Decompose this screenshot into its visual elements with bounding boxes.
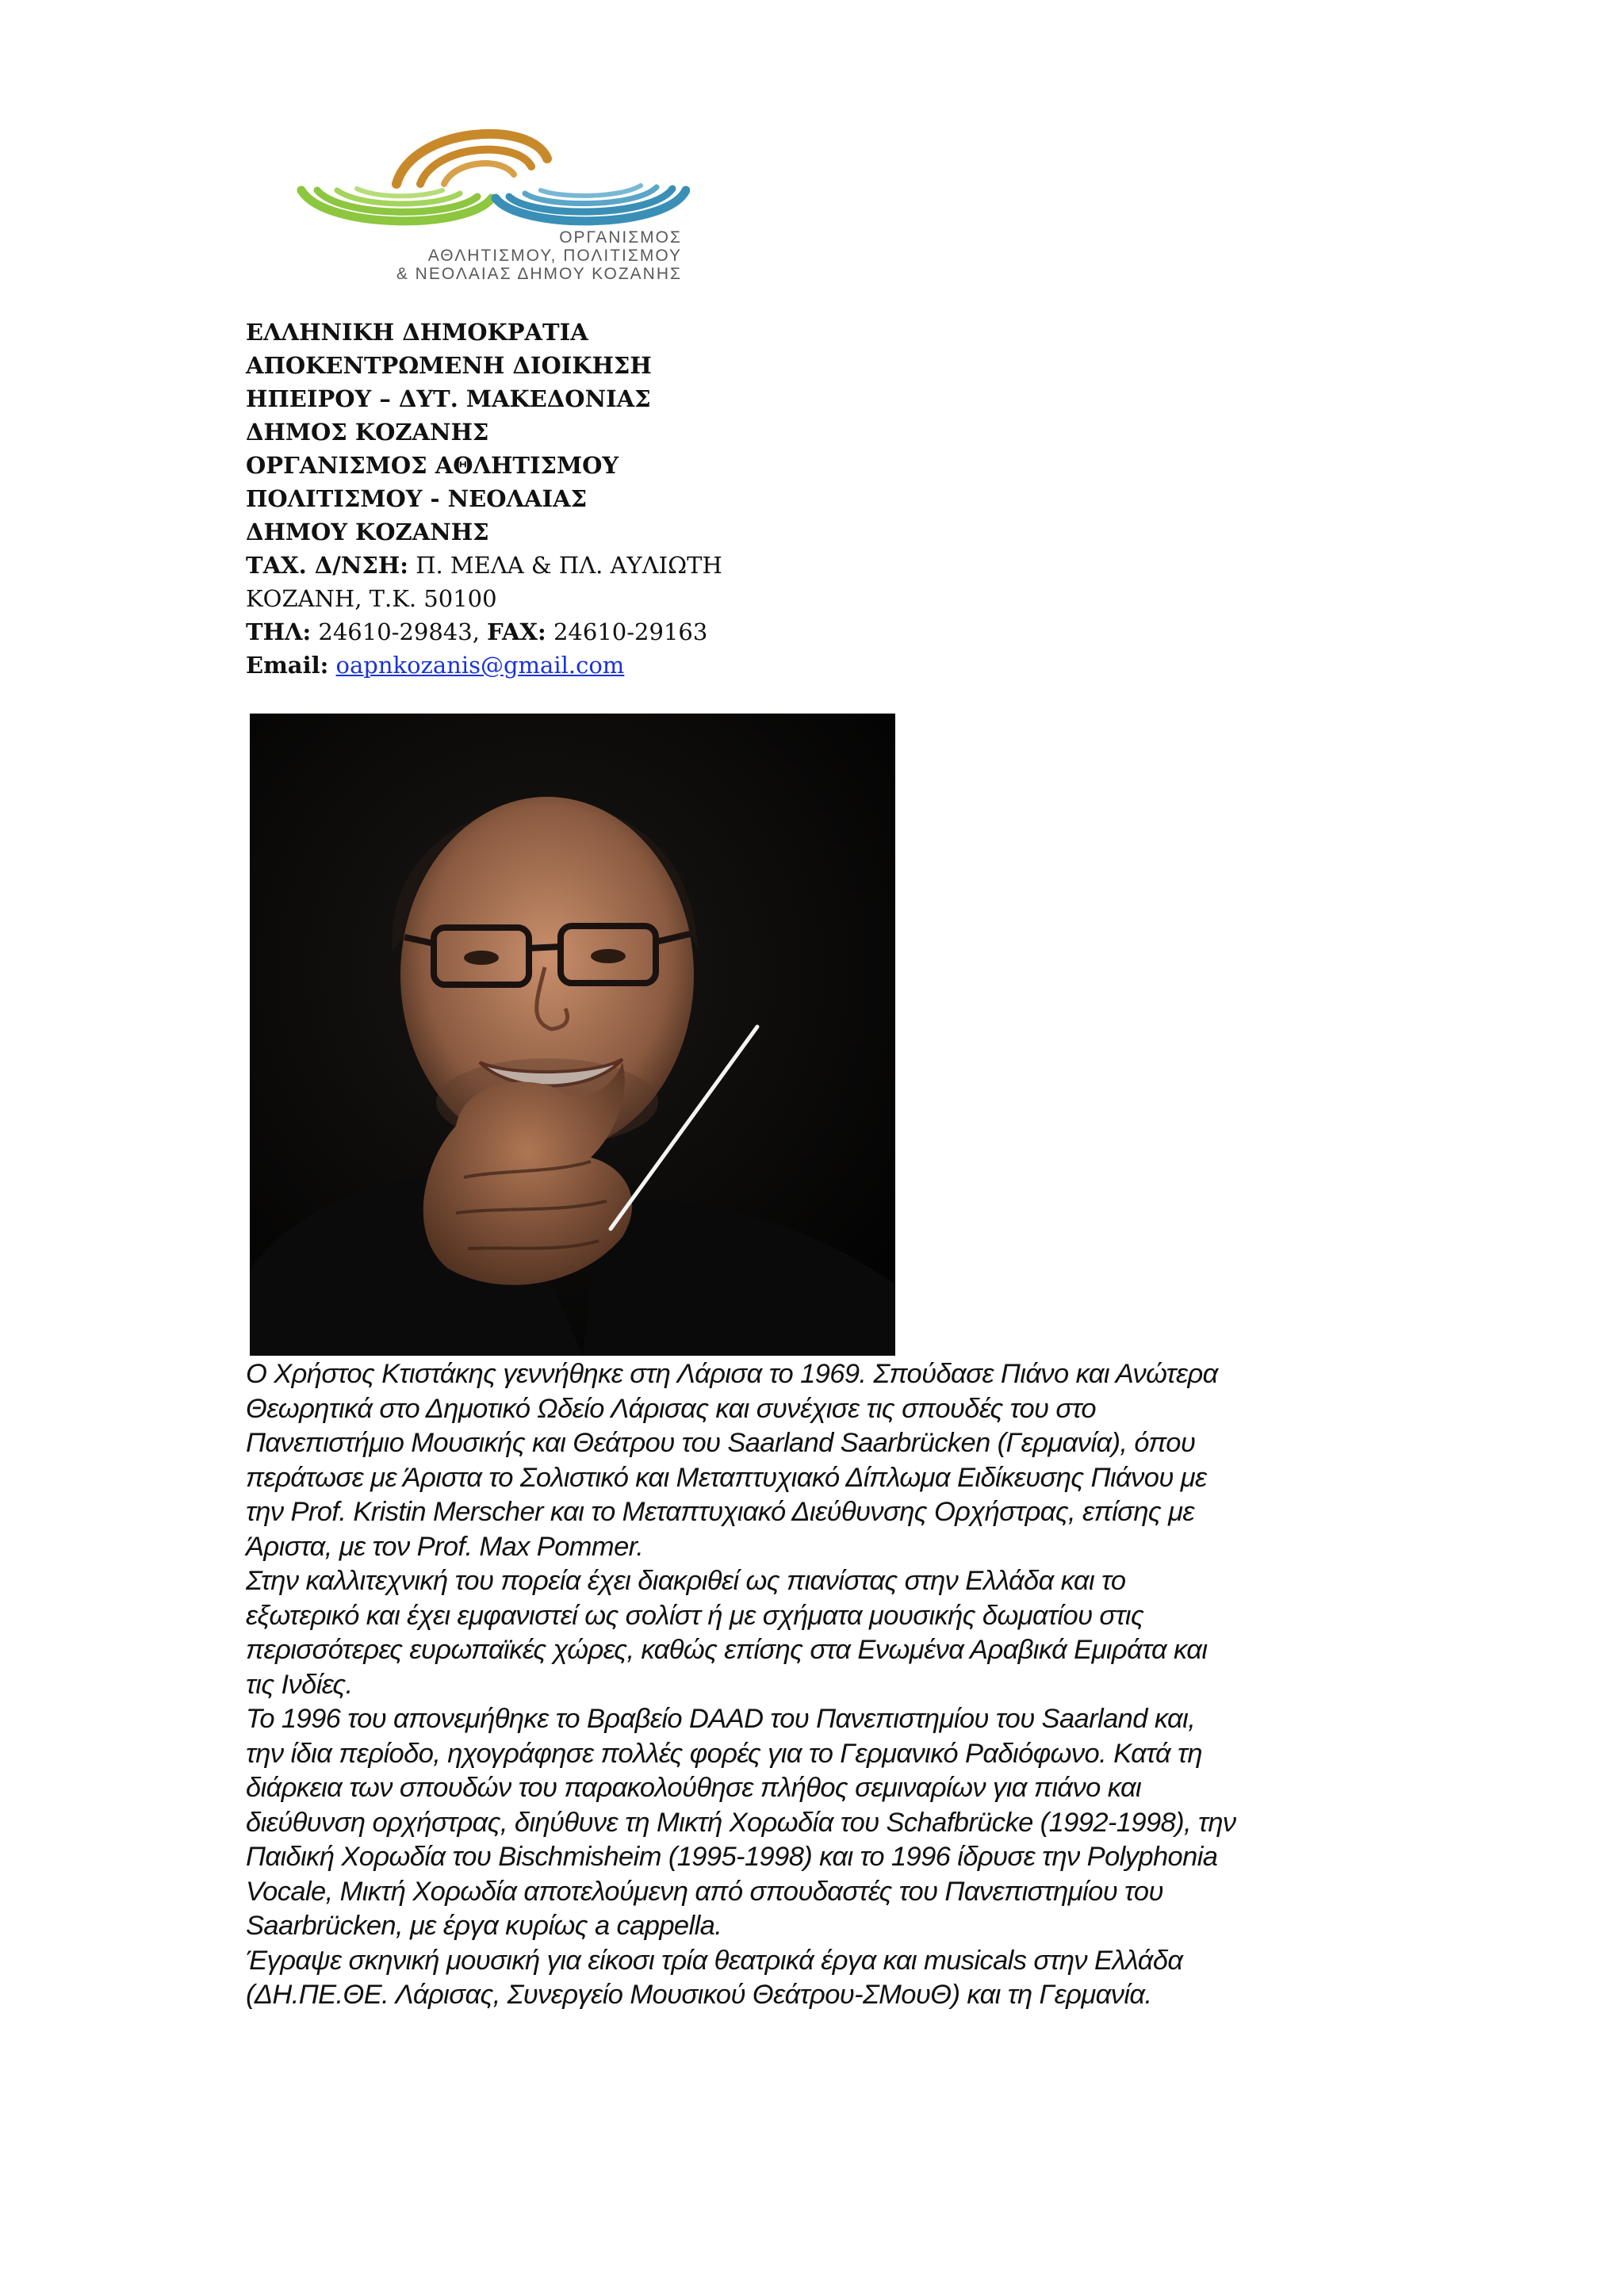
bio-line: Saarbrücken, με έργα κυρίως a cappella. [246, 1911, 722, 1941]
logo-text [396, 228, 682, 283]
email-link[interactable]: oapnkozanis@gmail.com [335, 652, 625, 679]
bio-line: Ο Χρήστος Κτιστάκης γεννήθηκε στη Λάρισα το 1969. Σπούδασε Πιάνο και Ανώτερα [246, 1359, 1218, 1389]
letterhead-line: ΠΟΛΙΤΙΣΜΟΥ - ΝΕΟΛΑΙΑΣ [246, 485, 588, 512]
letterhead [246, 316, 880, 682]
address-value: Π. ΜΕΛΑ & ΠΛ. ΑΥΛΙΩΤΗ [408, 552, 722, 579]
fax-label: FAX: [487, 618, 546, 645]
bio-line: Άριστα, με τον Prof. Max Pommer. [246, 1531, 644, 1562]
bio-line: διεύθυνση ορχήστρας, διηύθυνε τη Μικτή Χορωδία του Schafbrücke (1992-1998), την [246, 1807, 1236, 1838]
portrait-photo [250, 714, 895, 1356]
organization-logo [293, 111, 690, 301]
logo-text-line: & ΝΕΟΛΑΙΑΣ ΔΗΜΟΥ ΚΟΖΑΝΗΣ [396, 265, 682, 283]
bio-line: εξωτερικό και έχει εμφανιστεί ως σολίστ ή με σχήματα μουσικής δωματίου στις [246, 1600, 1144, 1631]
letterhead-line: ΔΗΜΟΣ ΚΟΖΑΝΗΣ [246, 419, 489, 446]
phone-label: ΤΗΛ: [246, 618, 312, 645]
address-label: ΤΑΧ. Δ/ΝΣΗ: [246, 552, 408, 579]
bio-line: την Prof. Kristin Merscher και το Μεταπτυχιακό Διεύθυνσης Ορχήστρας, επίσης με [246, 1497, 1194, 1527]
bio-line: περάτωσε με Άριστα το Σολιστικό και Μεταπτυχιακό Δίπλωμα Ειδίκευσης Πιάνου με [246, 1462, 1207, 1493]
portrait-illustration [250, 714, 895, 1356]
bio-line: περισσότερες ευρωπαϊκές χώρες, καθώς επίσης στα Ενωμένα Αραβικά Εμιράτα και [246, 1635, 1208, 1665]
email-label: Email: [246, 652, 329, 679]
city-line: ΚΟΖΑΝΗ, Τ.Κ. 50100 [246, 585, 497, 612]
bio-line: Έγραψε σκηνική μουσική για είκοσι τρία θεατρικά έργα και musicals στην Ελλάδα [246, 1945, 1183, 1976]
bio-line: την ίδια περίοδο, ηχογράφησε πολλές φορές για το Γερμανικό Ραδιόφωνο. Κατά τη [246, 1738, 1202, 1769]
bio-line: Στην καλλιτεχνική του πορεία έχει διακριθεί ως πιανίστας στην Ελλάδα και το [246, 1566, 1126, 1596]
email-line [246, 649, 880, 682]
biography [246, 1357, 1388, 2013]
bio-line: τις Ινδίες. [246, 1669, 353, 1700]
letterhead-line: ΔΗΜΟΥ ΚΟΖΑΝΗΣ [246, 519, 489, 545]
bio-line: Το 1996 του απονεμήθηκε το Βραβείο DAAD του Πανεπιστημίου του Saarland και, [246, 1704, 1196, 1734]
fax-value: 24610-29163 [546, 618, 708, 645]
bio-line: Vocale, Μικτή Χορωδία αποτελούμενη από σπουδαστές του Πανεπιστημίου του [246, 1876, 1163, 1907]
bio-line: (ΔΗ.ΠΕ.ΘΕ. Λάρισας, Συνεργείο Μουσικού Θεάτρου-ΣΜουΘ) και τη Γερμανία. [246, 1980, 1152, 2010]
letterhead-line: ΗΠΕΙΡΟΥ – ΔΥΤ. ΜΑΚΕΔΟΝΙΑΣ [246, 385, 651, 412]
bio-line: Πανεπιστήμιο Μουσικής και Θεάτρου του Saarland Saarbrücken (Γερμανία), όπου [246, 1428, 1196, 1458]
bio-line: διάρκεια των σπουδών του παρακολούθησε πλήθος σεμιναρίων για πιάνο και [246, 1773, 1142, 1803]
phone-fax-line [246, 615, 880, 649]
phone-value: 24610-29843, [311, 618, 488, 645]
logo-text-line: ΟΡΓΑΝΙΣΜΟΣ [559, 228, 682, 247]
logo-arcs-graphic [293, 111, 690, 230]
logo-text-line: ΑΘΛΗΤΙΣΜΟΥ, ΠΟΛΙΤΙΣΜΟΥ [427, 247, 682, 265]
letterhead-line: ΑΠΟΚΕΝΤΡΩΜΕΝΗ ΔΙΟΙΚΗΣΗ [246, 352, 652, 379]
address-line [246, 549, 880, 582]
bio-line: Θεωρητικά στο Δημοτικό Ωδείο Λάρισας και συνέχισε τις σπουδές του στο [246, 1393, 1097, 1424]
bio-line: Παιδική Χορωδία του Bischmisheim (1995-1998) και το 1996 ίδρυσε την Polyphonia [246, 1842, 1218, 1872]
letterhead-line: ΕΛΛΗΝΙΚΗ ΔΗΜΟΚΡΑΤΙΑ [246, 319, 588, 346]
letterhead-line: ΟΡΓΑΝΙΣΜΟΣ ΑΘΛΗΤΙΣΜΟΥ [246, 452, 619, 479]
